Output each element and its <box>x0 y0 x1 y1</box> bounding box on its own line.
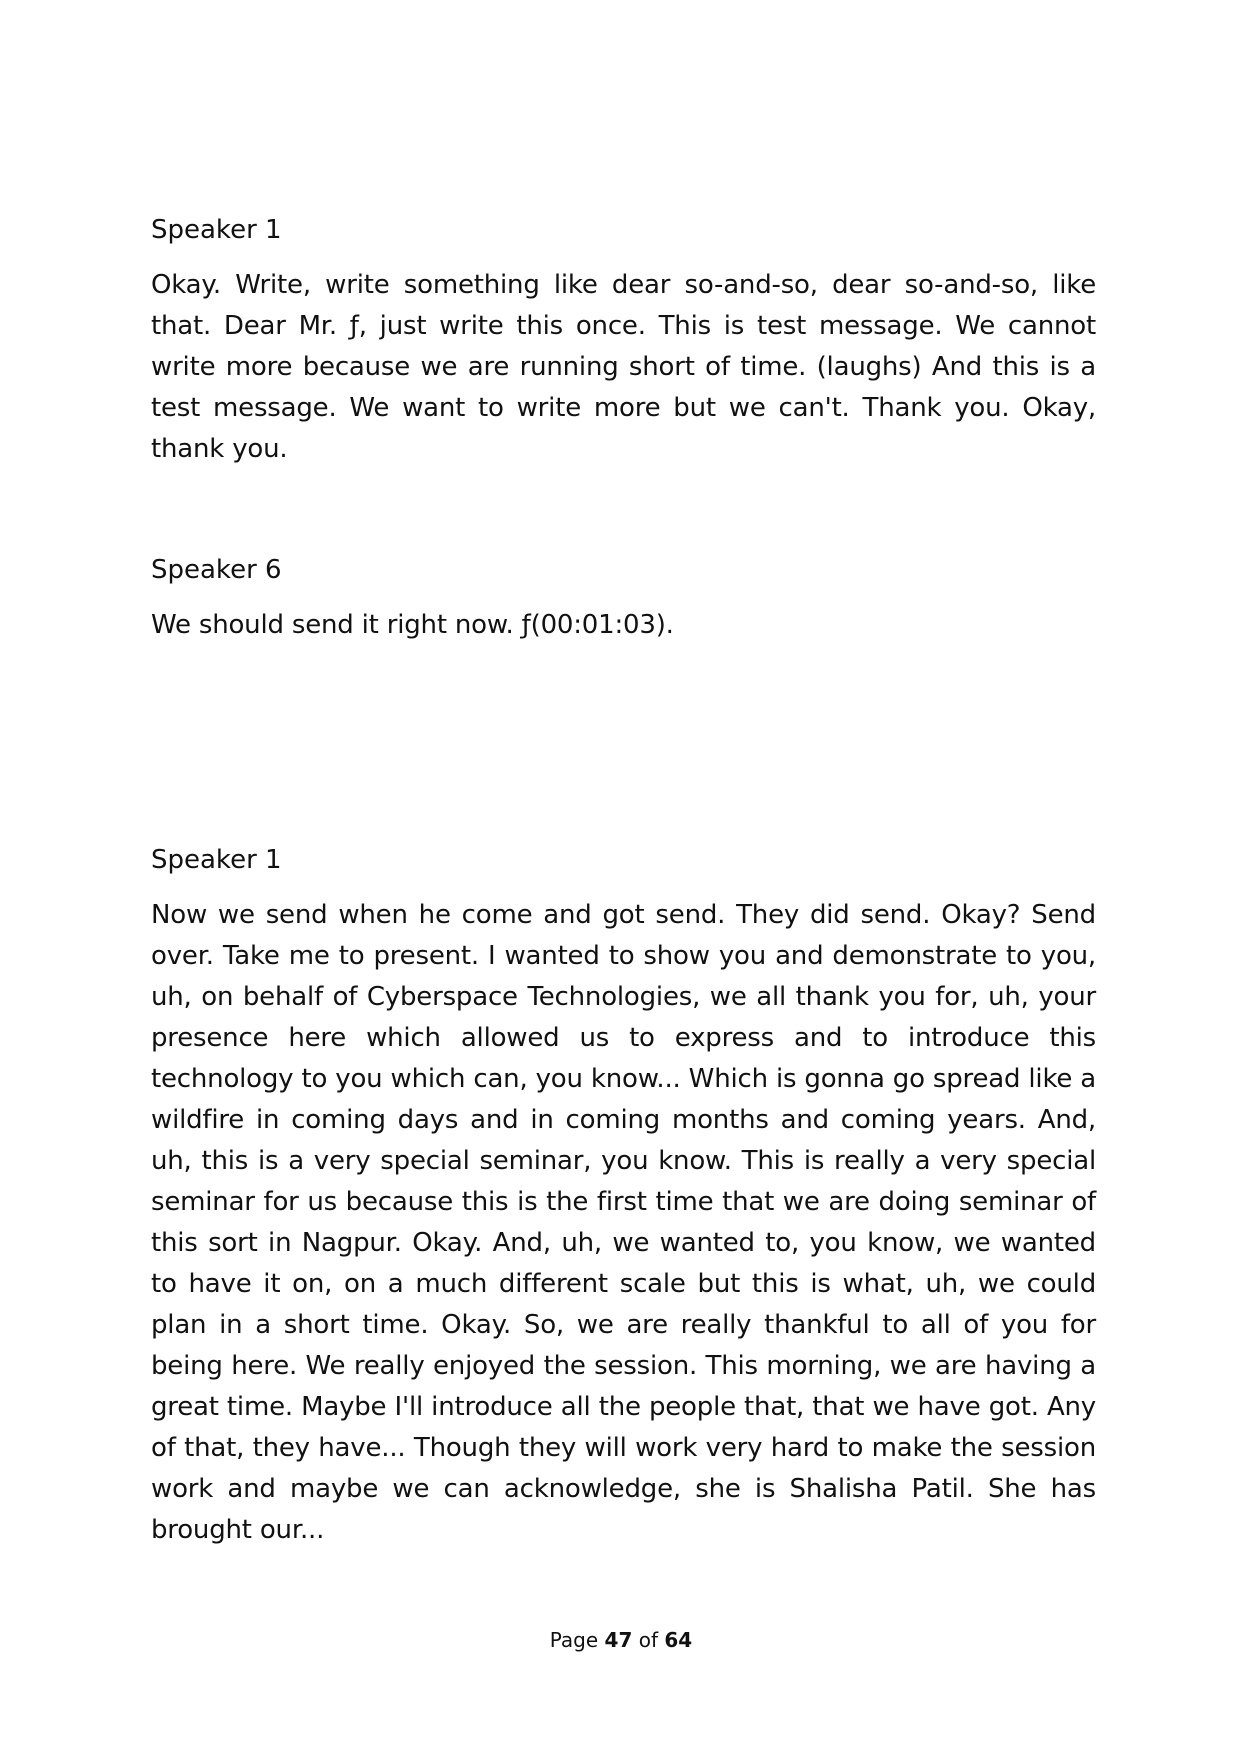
speaker-label: Speaker 1 <box>151 215 282 245</box>
speaker-label: Speaker 1 <box>151 845 282 875</box>
page-prefix: Page <box>549 1628 599 1652</box>
transcript-paragraph: Okay. Write, write something like dear so-and-so, dear so-and-so, like that. Dear Mr. ƒ, just write this once. This is test message. We cannot write more because we are running short of time. (laughs) And this is a test message. We want to write more but we can't. Thank you. Okay, thank you. <box>151 270 1096 464</box>
page-footer <box>0 1627 1242 1653</box>
transcript-block <box>151 840 1096 1551</box>
page-separator: of <box>638 1628 659 1652</box>
speaker-label: Speaker 6 <box>151 555 282 585</box>
transcript-paragraph: We should send it right now. ƒ(00:01:03). <box>151 610 674 640</box>
transcript-block <box>151 550 1096 646</box>
page-total-number: 64 <box>664 1628 693 1652</box>
page-current-number: 47 <box>604 1628 633 1652</box>
transcript-block <box>151 210 1096 470</box>
transcript-paragraph: Now we send when he come and got send. They did send. Okay? Send over. Take me to present. I wanted to show you and demonstrate to you, uh, on behalf of Cyberspace Technologies, we all thank you for, uh, your presence here which allowed us to express and to introduce this technology to you which can, you know... Which is gonna go spread like a wildfire in coming days and in coming months and coming years. And, uh, this is a very special seminar, you know. This is really a very special seminar for us because this is the first time that we are doing seminar of this sort in Nagpur. Okay. And, uh, we wanted to, you know, we wanted to have it on, on a much different scale but this is what, uh, we could plan in a short time. Okay. So, we are really thankful to all of you for being here. We really enjoyed the session. This morning, we are having a great time. Maybe I'll introduce all the people that, that we have got. Any of that, they have... Though they will work very hard to make the session work and maybe we can acknowledge, she is Shalisha Patil. She has brought our... <box>151 900 1096 1545</box>
